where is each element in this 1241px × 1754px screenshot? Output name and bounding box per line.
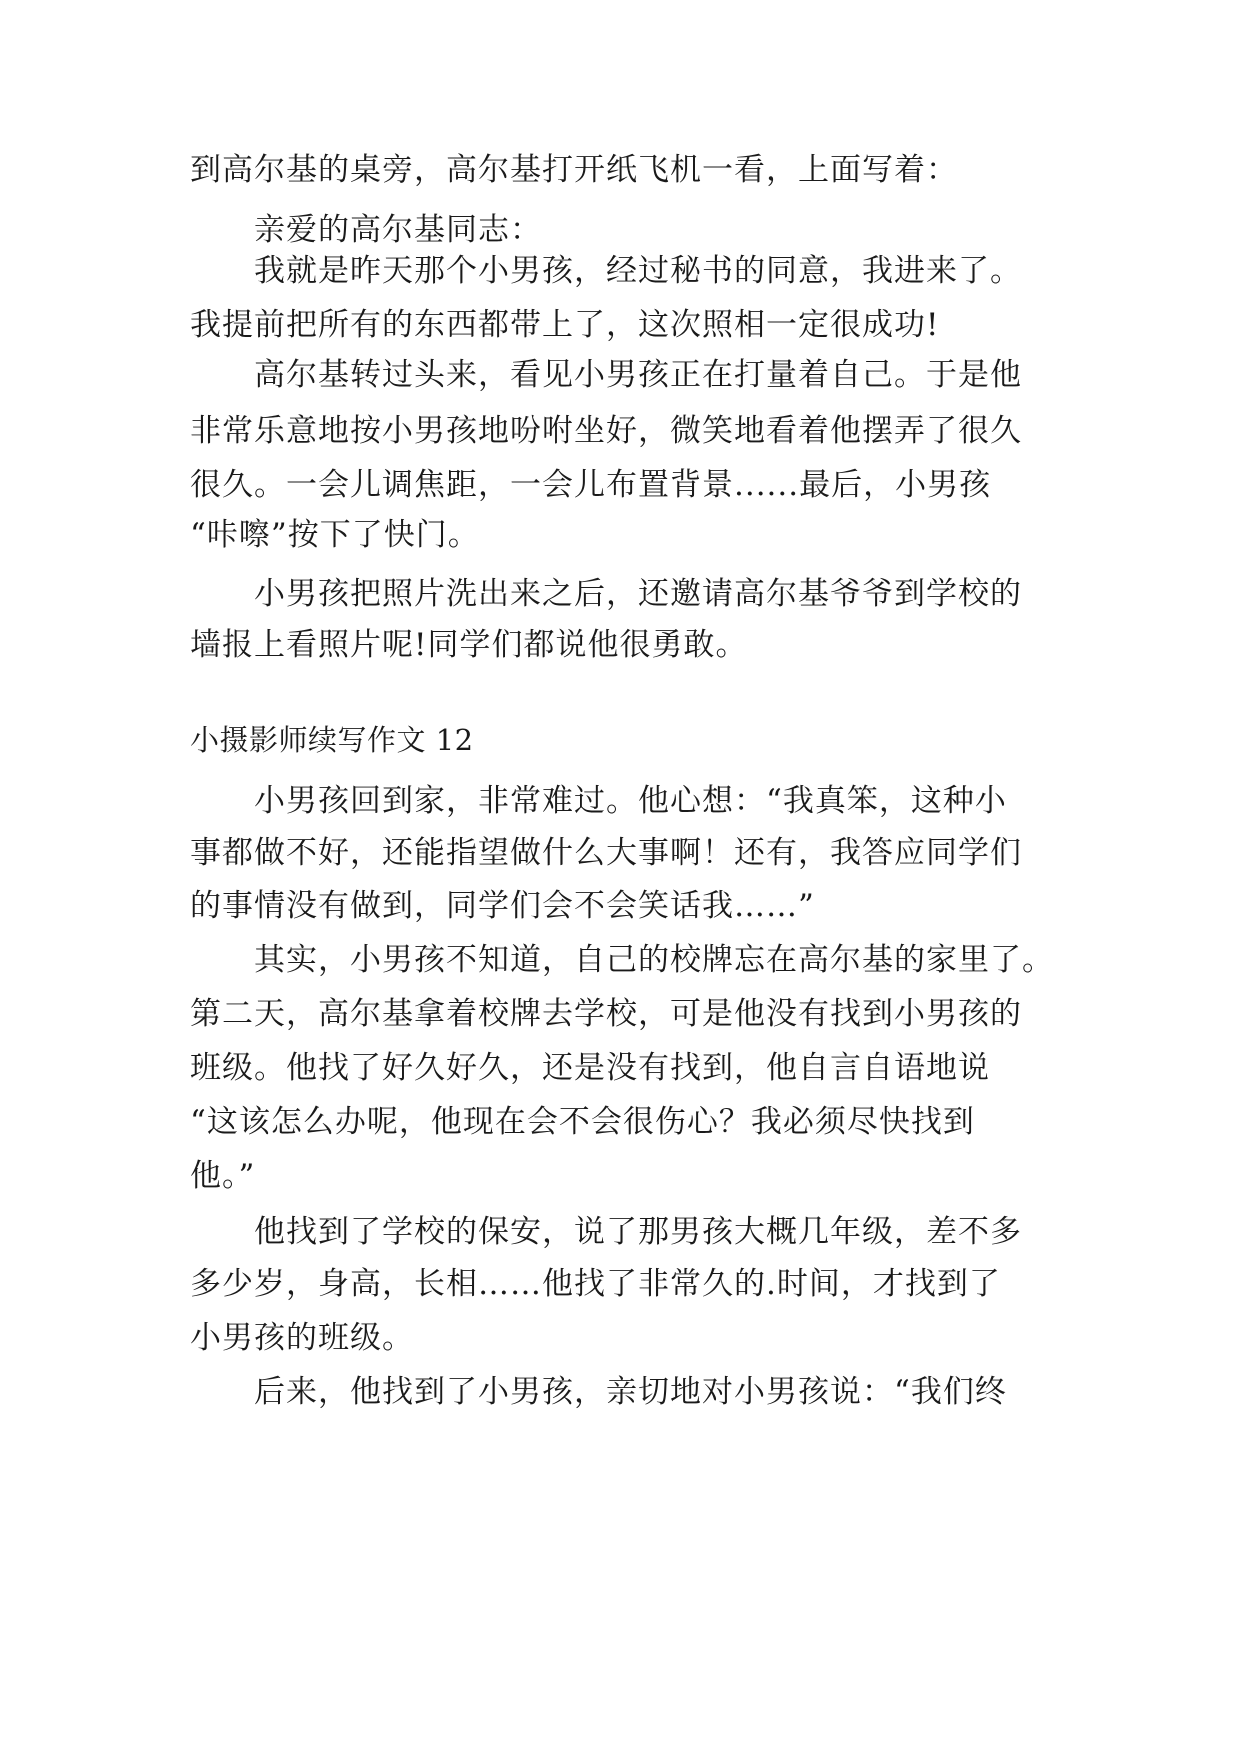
text-line: 我就是昨天那个小男孩，经过秘书的同意，我进来了。 [254,253,1022,289]
text-line: 很久。一会儿调焦距，一会儿布置背景......最后，小男孩 [190,467,992,503]
text-line: 亲爱的高尔基同志： [254,212,542,248]
text-line: 第二天，高尔基拿着校牌去学校，可是他没有找到小男孩的 [190,996,1022,1032]
text-line: 的事情没有做到，同学们会不会笑话我……” [190,888,815,924]
text-line: 他。” [190,1158,256,1194]
text-line: 小男孩回到家，非常难过。他心想：“我真笨，这种小 [254,783,1007,819]
text-line: 我提前把所有的东西都带上了，这次照相一定很成功! [190,307,940,343]
text-line: 事都做不好，还能指望做什么大事啊！还有，我答应同学们 [190,835,1022,871]
text-line: 后来，他找到了小男孩，亲切地对小男孩说：“我们终 [254,1374,1007,1410]
text-line: 墙报上看照片呢!同学们都说他很勇敢。 [190,627,748,663]
text-line: 多少岁，身高，长相……他找了非常久的.时间，才找到了 [190,1266,1001,1302]
text-line: 小男孩的班级。 [190,1320,414,1356]
text-line: “咔嚓”按下了快门。 [190,517,480,553]
text-line: 班级。他找了好久好久，还是没有找到，他自言自语地说 [190,1050,990,1086]
section-title: 小摄影师续写作文 12 [190,723,474,757]
text-line: 小男孩把照片洗出来之后，还邀请高尔基爷爷到学校的 [254,576,1022,612]
text-line: 他找到了学校的保安，说了那男孩大概几年级，差不多 [254,1214,1022,1250]
text-line: “这该怎么办呢，他现在会不会很伤心？我必须尽快找到 [190,1104,975,1140]
text-line: 到高尔基的桌旁，高尔基打开纸飞机一看，上面写着： [190,152,958,188]
text-line: 高尔基转过头来，看见小男孩正在打量着自己。于是他 [254,357,1022,393]
text-line: 其实，小男孩不知道，自己的校牌忘在高尔基的家里了。 [254,942,1054,978]
text-line: 非常乐意地按小男孩地吩咐坐好，微笑地看着他摆弄了很久 [190,413,1022,449]
